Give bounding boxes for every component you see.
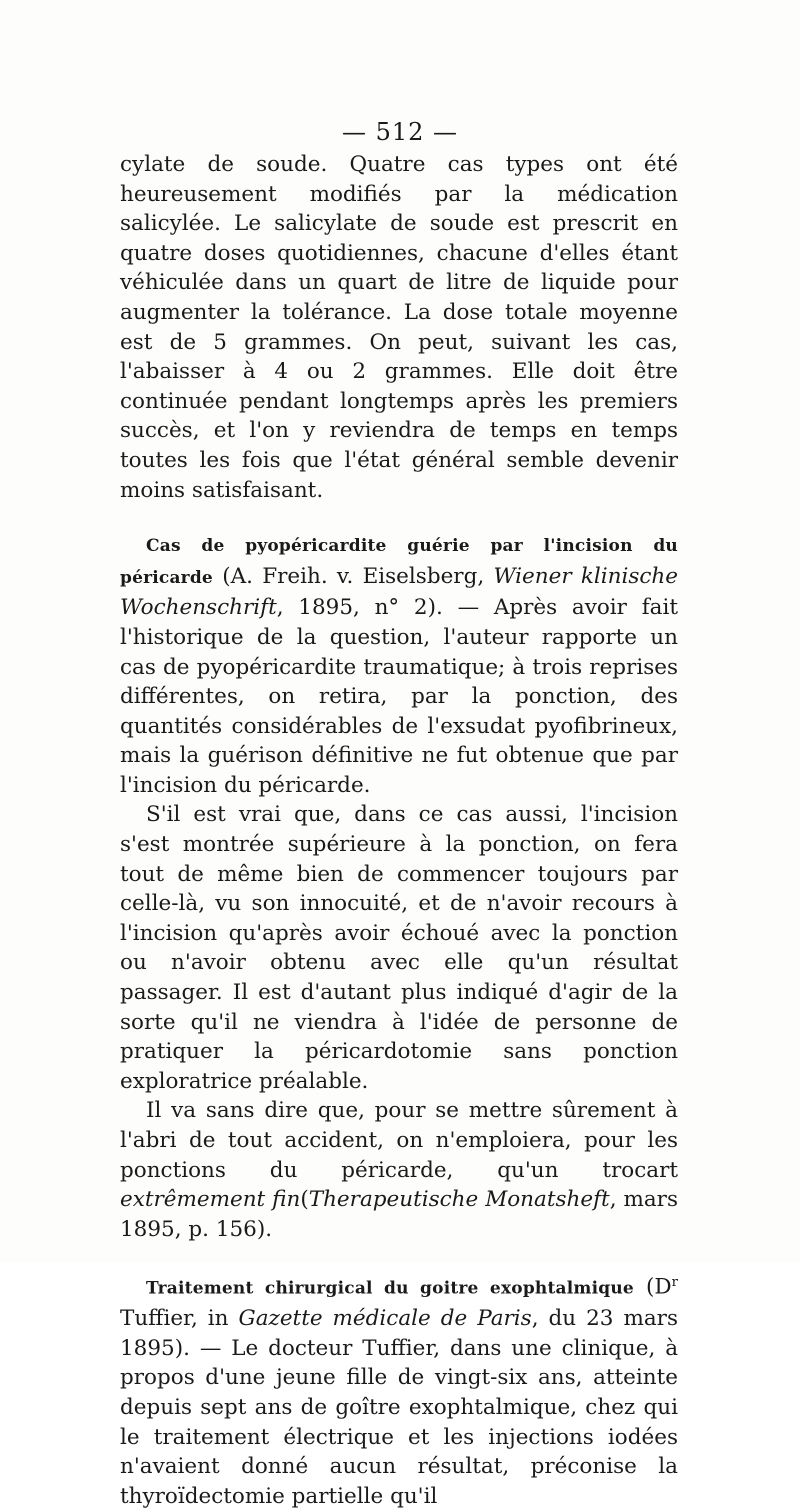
citation-journal: Gazette médicale de Paris: [238, 1306, 532, 1332]
italic-phrase: extrêmement fin: [120, 1187, 301, 1213]
section-heading: Traitement chirurgical du goitre exophtalmique: [146, 1278, 634, 1299]
section-body: Le docteur Tuffier, dans une clinique, à propos d'une jeune fille de vingt-six ans, atteinte depuis sept ans de goître exophtalmique, chez qui le traitement électrique et les injections iodées n'avaient donné aucun résultat, préconise la thyroïdectomie partielle qu'il: [120, 1335, 679, 1509]
paragraph-incision: S'il est vrai que, dans ce cas aussi, l'incision s'est montrée supérieure à la ponction, on fera tout de même bien de commencer toujours par celle-là, vu son innocuité, et de n'avoir recours à l'incision qu'après avoir échoué avec la ponction ou n'avoir obtenu avec elle qu'un résultat passager. Il est d'autant plus indiqué d'agir de la sorte qu'il ne viendra à l'idée de personne de pratiquer la péricardotomie sans ponction exploratrice préalable.: [120, 802, 678, 1094]
section-body: Après avoir fait l'historique de la question, l'auteur rapporte un cas de pyopéricardite traumatique; à trois reprises différentes, on retira, par la ponction, des quantités considérables de l'exsudat pyofibrineux, mais la guérison définitive ne fut obtenue que par l'incision du péricarde.: [120, 595, 678, 798]
paragraph-salicylate: cylate de soude. Quatre cas types ont été heureusement modifiés par la médication salicylée. Le salicylate de soude est prescrit en quatre doses quotidiennes, chacune d'elles étant véhiculée dans un quart de litre de liquide pour augmenter la tolérance. La dose totale moyenne est de 5 grammes. On peut, suivant les cas, l'abaisser à 4 ou 2 grammes. Elle doit être continuée pendant longtemps après les premiers succès, et l'on y reviendra de temps en temps toutes les fois que l'état général semble devenir moins satisfaisant.: [120, 152, 678, 503]
citation-author-sup: r: [671, 1275, 678, 1291]
section-pyopericarditis: [120, 530, 678, 800]
citation-author-post: Tuffier, in: [120, 1306, 239, 1332]
section-heading: Cas de pyopéricardite guérie par l'incision du péricarde: [120, 536, 678, 588]
citation-author-pre: (D: [633, 1274, 672, 1300]
paragraph-trocart: [120, 1096, 678, 1244]
paragraph-text: Il va sans dire que, pour se mettre sûrement à l'abri de tout accident, on n'emploiera, pour les ponctions du péricarde, qu'un trocart: [120, 1098, 678, 1183]
page-number: — 512 —: [341, 118, 459, 146]
section-goitre: [120, 1268, 678, 1511]
citation-journal: Therapeutische Monatsheft: [308, 1187, 610, 1213]
citation-ref: , du 23 mars 1895). —: [120, 1306, 678, 1361]
citation-ref: , mars 1895, p. 156).: [120, 1187, 678, 1242]
citation-author: (A. Freih. v. Eiselsberg,: [212, 563, 494, 589]
paren-open: (: [300, 1187, 309, 1213]
citation-ref: , 1895, n° 2). —: [276, 595, 494, 621]
citation-journal: Wiener klinische Wochenschrift: [120, 563, 678, 621]
text-column: [120, 150, 678, 1511]
